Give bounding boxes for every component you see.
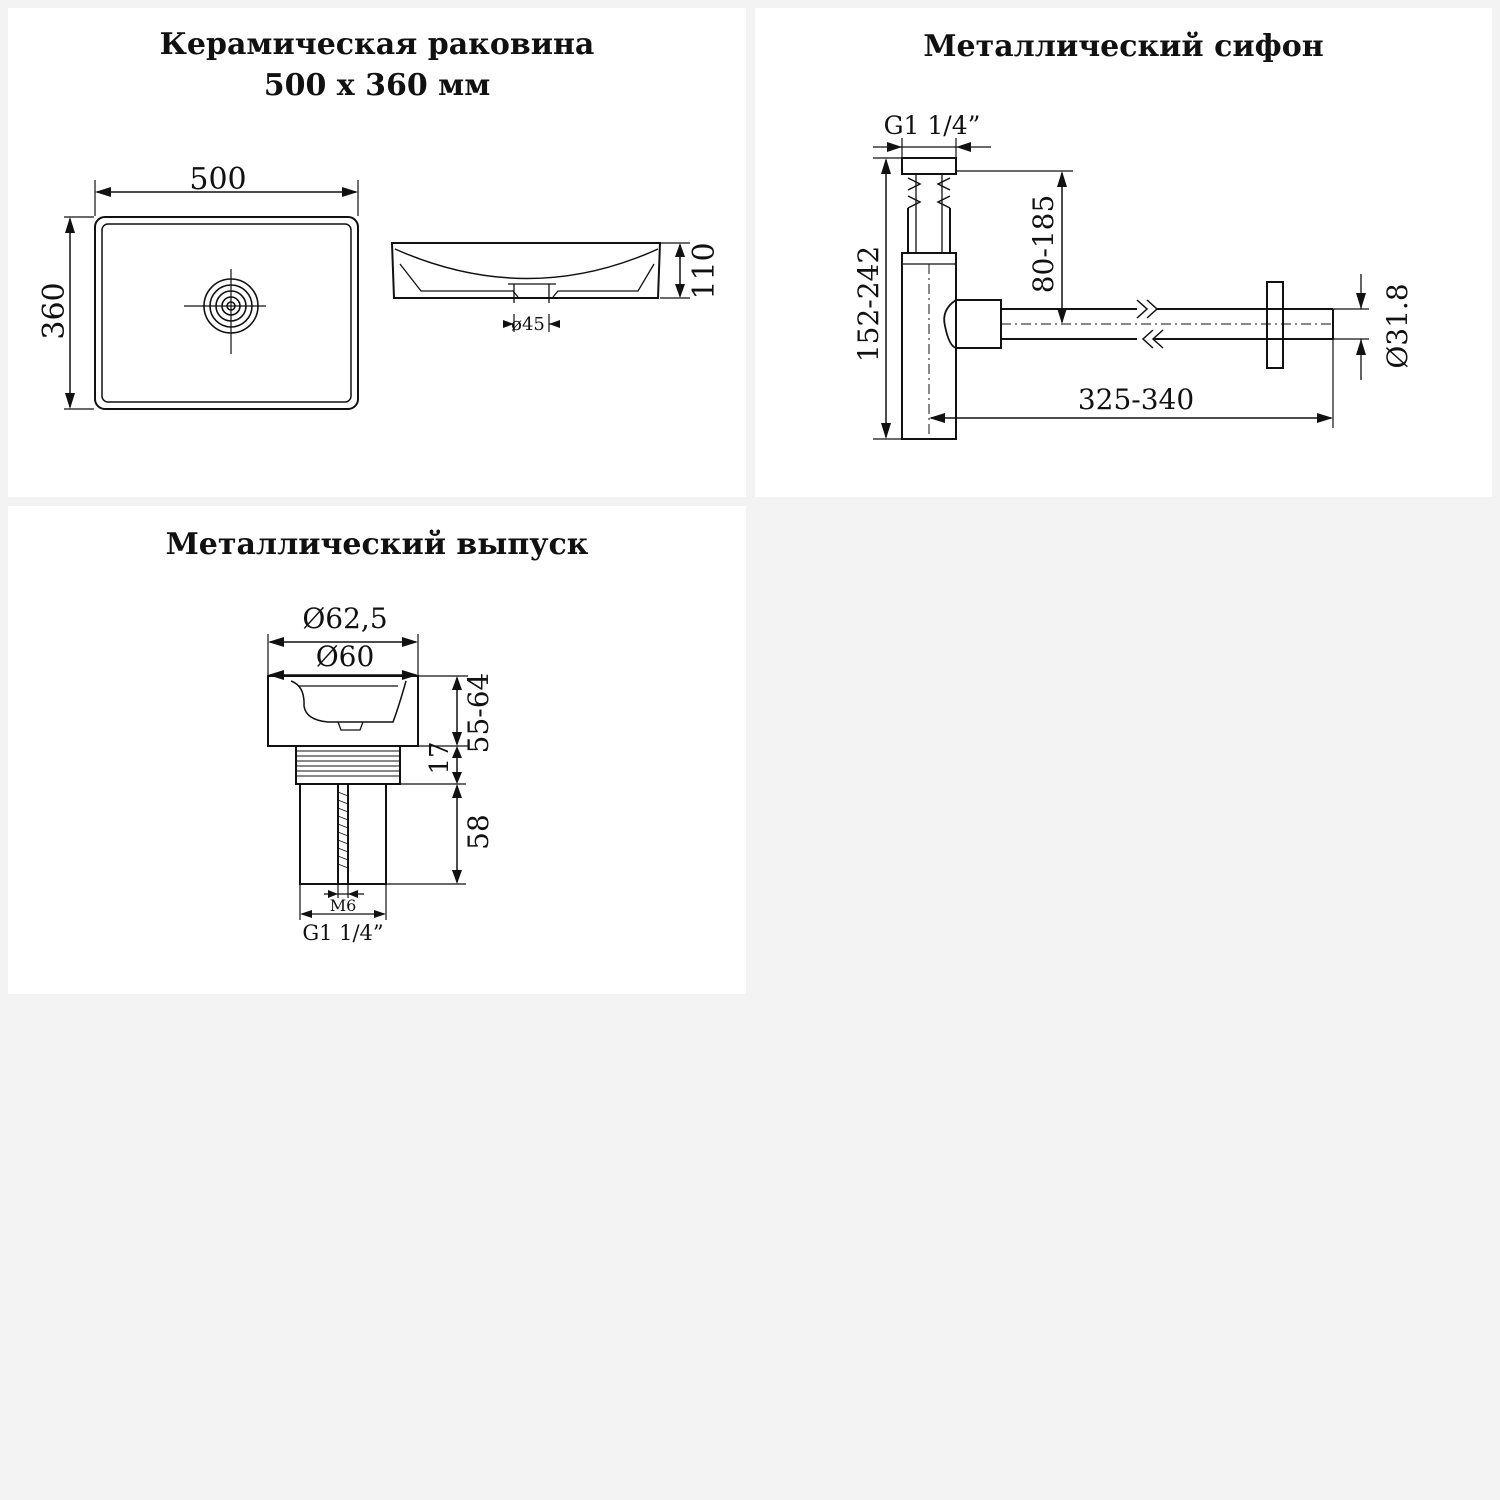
drain-thread-label: G1 1/4” xyxy=(302,921,384,945)
drain-range-label: 55-64 xyxy=(462,672,495,754)
drain-body-label: 58 xyxy=(462,814,495,850)
siphon-title: Металлический сифон xyxy=(923,29,1324,64)
drain-drawing xyxy=(8,506,746,994)
drain-screw-label: M6 xyxy=(329,896,357,915)
drain-thread xyxy=(296,746,400,784)
drain-title: Металлический выпуск xyxy=(165,527,589,562)
drain-flange-label: 17 xyxy=(425,741,455,775)
siphon-diameter-label: Ø31.8 xyxy=(1381,283,1414,369)
sink-title-line2: 500 х 360 мм xyxy=(263,68,491,103)
siphon-height-label: 152-242 xyxy=(852,245,885,363)
sink-depth-label: 360 xyxy=(37,282,72,340)
siphon-cap xyxy=(902,158,956,174)
sink-title-line1: Керамическая раковина xyxy=(159,27,595,62)
sink-drain-icon xyxy=(184,269,266,354)
drain-outer-label: Ø62,5 xyxy=(302,602,388,635)
siphon-length-label: 325-340 xyxy=(1077,383,1195,416)
siphon-wall-flange xyxy=(1267,282,1283,368)
siphon-thread-label: G1 1/4” xyxy=(883,111,981,140)
drain-panel xyxy=(8,506,746,994)
sink-drain-label: ø45 xyxy=(511,314,545,335)
empty-area xyxy=(755,506,1492,994)
sink-width-label: 500 xyxy=(189,162,247,197)
siphon-drawing xyxy=(755,8,1492,497)
sink-height-label: 110 xyxy=(687,242,722,300)
siphon-panel xyxy=(755,8,1492,497)
drain-inner-label: Ø60 xyxy=(315,640,375,673)
sink-panel xyxy=(8,8,746,497)
sink-side-profile xyxy=(392,243,660,298)
siphon-outlet-label: 80-185 xyxy=(1027,194,1060,294)
sink-drawing xyxy=(8,8,746,497)
